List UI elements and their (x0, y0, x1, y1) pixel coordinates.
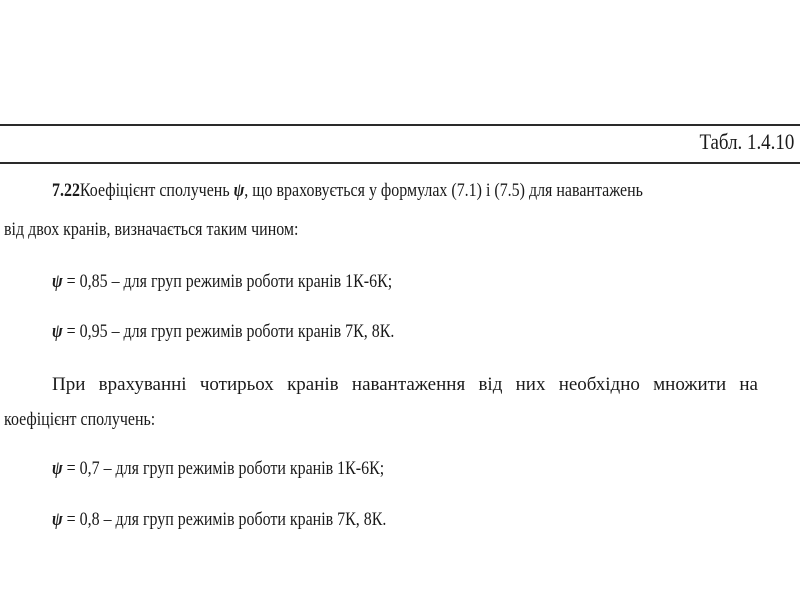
table-top-rule (0, 124, 800, 126)
formula-text: = 0,95 – для груп режимів роботи кранів 7К, 8К. (62, 321, 395, 342)
word: на (739, 374, 758, 395)
psi-symbol: ψ (52, 458, 63, 479)
clause-number: 7.22 (52, 180, 80, 201)
formula-text: = 0,85 – для груп режимів роботи кранів 1К-6К; (62, 271, 393, 292)
word: кранів (287, 374, 339, 395)
clause-line-2: від двох кранів, визначається таким чином: (4, 219, 299, 240)
word: них (515, 374, 546, 395)
psi-symbol: ψ (52, 271, 63, 292)
formula-four-cranes-1 (52, 458, 384, 480)
four-cranes-intro-line-2: коефіцієнт сполучень: (4, 409, 156, 430)
word: При (52, 374, 86, 395)
formula-two-cranes-1 (52, 271, 392, 293)
psi-symbol: ψ (52, 321, 63, 342)
word: навантаження (351, 374, 466, 395)
clause-line-1 (52, 180, 643, 202)
justified-words (52, 374, 758, 396)
table-reference: Табл. 1.4.10 (699, 129, 794, 154)
word: чотирьох (199, 374, 274, 395)
formula-two-cranes-2 (52, 321, 394, 343)
table-bottom-rule (0, 162, 800, 164)
word: від (478, 374, 503, 395)
psi-symbol: ψ (52, 509, 63, 530)
word: множити (653, 374, 727, 395)
formula-four-cranes-2 (52, 509, 386, 531)
word: необхідно (558, 374, 640, 395)
formula-text: = 0,7 – для груп режимів роботи кранів 1К-6К; (62, 458, 385, 479)
clause-text-part-2: , що враховується у формулах (7.1) і (7.5) для навантажень (244, 180, 643, 201)
formula-text: = 0,8 – для груп режимів роботи кранів 7К, 8К. (62, 509, 387, 530)
word: врахуванні (98, 374, 187, 395)
psi-symbol: ψ (233, 180, 245, 201)
clause-text-part-1: Коефіцієнт сполучень (79, 180, 234, 201)
four-cranes-intro-line-1 (52, 374, 758, 396)
